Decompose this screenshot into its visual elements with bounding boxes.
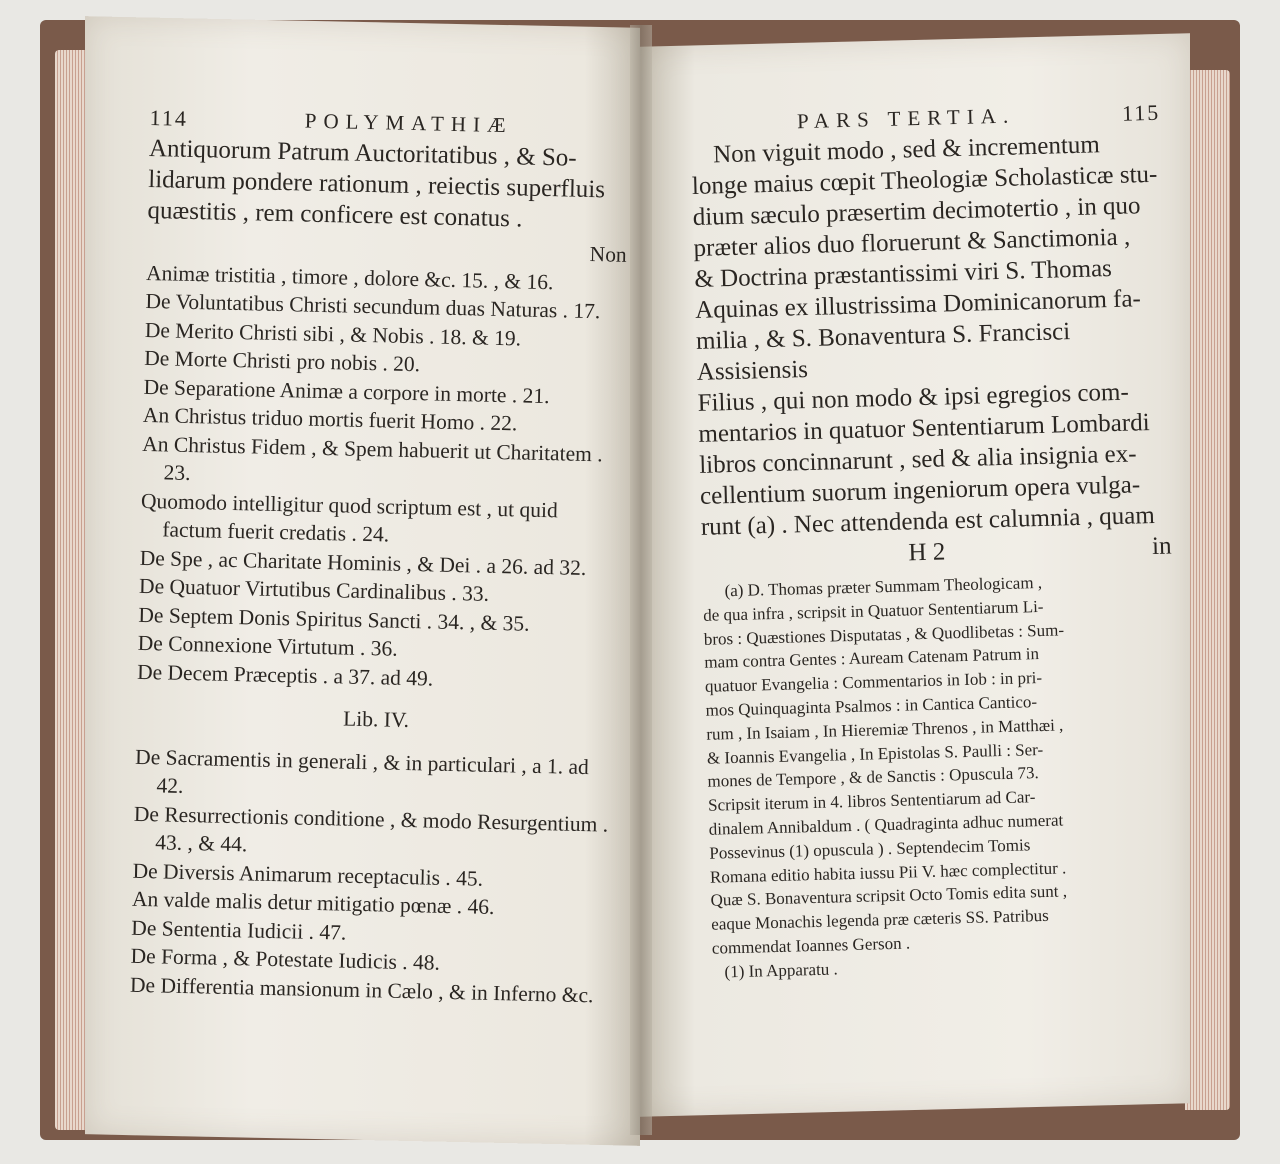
- footnote-line: Quæ S. Bonaventura scripsit Octo Tomis edita sunt ,: [710, 881, 1068, 911]
- toc-item: De Connexione Virtutum . 36.: [137, 630, 398, 661]
- left-paragraph: [147, 133, 629, 237]
- footnote-line: mos Quinquaginta Psalmos : in Cantica Cantico-: [705, 692, 1038, 720]
- toc-item: An Christus triduo mortis fuerit Homo . 22.: [142, 402, 518, 436]
- running-title: POLYMATHIÆ: [304, 108, 513, 138]
- signature-mark: H 2: [908, 538, 946, 567]
- footnotes: [702, 568, 1182, 985]
- text-line: milia , & S. Bonaventura S. Francisci Assisiensis: [695, 318, 1071, 386]
- text-line: lidarum pondere rationum , reiectis superfluis: [148, 165, 606, 204]
- right-paragraph: [691, 128, 1172, 574]
- footnote-line: commendat Ioannes Gerson .: [711, 933, 911, 958]
- footnote-line: bros : Quæstiones Disputatas , & Quodlibetas : Sum-: [703, 619, 1065, 649]
- toc-item: De Sententia Iudicii . 47.: [131, 915, 347, 945]
- toc-item: De Forma , & Potestate Iudicis . 48.: [130, 943, 441, 975]
- toc-item: De Sacramentis in generali , & in particulari , a 1. ad 42.: [134, 744, 590, 798]
- footnote-line: de qua infra , scripsit in Quatuor Sententiarum Li-: [702, 596, 1044, 625]
- page-edges-right: [1185, 70, 1230, 1110]
- toc-item: De Voluntatibus Christi secundum duas Naturas . 17.: [145, 288, 601, 324]
- text-line: & Doctrina præstantissimi viri S. Thomas: [694, 255, 1113, 293]
- catchword: in: [1151, 532, 1172, 561]
- footnote-line: quatuor Evangelia : Commentarios in Iob : in pri-: [704, 668, 1043, 696]
- footnote-line: & Ioannis Evangelia , In Epistolas S. Paulli : Ser-: [706, 739, 1044, 768]
- text-line: mentarios in quatuor Sententiarum Lombardi: [698, 409, 1150, 448]
- toc-item: De Diversis Animarum receptaculis . 45.: [132, 858, 484, 891]
- text-line: Non viguit modo , sed & incrementum: [712, 131, 1101, 169]
- footnote-line: Romana editio habita iussu Pii V. hæc complectitur .: [709, 857, 1067, 887]
- toc-item: De Merito Christi sibi , & Nobis . 18. & 19.: [144, 317, 522, 350]
- text-line: runt (a) . Nec attendenda est calumnia , quam: [700, 501, 1156, 541]
- toc-item: An Christus Fidem , & Spem habuerit ut Charitatem . 23.: [142, 431, 603, 486]
- toc-item: De Separatione Animæ a corpore in morte . 21.: [143, 374, 550, 408]
- toc-item: Quomodo intelligitur quod scriptum est , ut quid factum fuerit credatis . 24.: [140, 488, 559, 547]
- text-line: Aquinas ex illustrissima Dominicanorum fa-: [694, 285, 1142, 324]
- toc-item: Animæ tristitia , timore , dolore &c. 15. , & 16.: [145, 260, 554, 294]
- book-heading: Lib. IV.: [342, 706, 410, 733]
- toc-item: De Differentia mansionum in Cælo , & in Inferno &c.: [129, 972, 594, 1007]
- toc-item: De Morte Christi pro nobis . 20.: [143, 345, 421, 377]
- text-line: præter alios duo floruerunt & Sanctimonia ,: [693, 223, 1131, 262]
- footnote-line: dinalem Annibaldum . ( Quadraginta adhuc numerat: [708, 810, 1064, 839]
- footnote-line: mam contra Gentes : Auream Catenam Patrum in: [704, 644, 1040, 673]
- page-number: 114: [149, 105, 189, 131]
- running-title: PARS TERTIA.: [796, 103, 1016, 134]
- table-of-contents: [130, 230, 627, 1010]
- right-page-content: [690, 100, 1183, 985]
- footnote-line: Possevinus (1) opuscula ) . Septendecim Tomis: [709, 835, 1031, 863]
- toc-item: An valde malis detur mitigatio pœnæ . 46.: [131, 886, 495, 920]
- toc-item: De Septem Donis Spiritus Sancti . 34. , & 35.: [138, 602, 530, 636]
- footnote-line: mones de Tempore , & de Sanctis : Opuscula 73.: [707, 763, 1040, 792]
- toc-item: De Quatuor Virtutibus Cardinalibus . 33.: [138, 573, 490, 606]
- text-line: quæstitis , rem conficere est conatus .: [147, 196, 523, 233]
- footnote-line: (1) In Apparatu .: [724, 959, 839, 982]
- text-line: cellentium suorum ingeniorum opera vulga-: [699, 471, 1141, 510]
- text-line: dium sæculo præsertim decimotertio , in quo: [692, 192, 1141, 231]
- left-page-content: [130, 105, 630, 1010]
- text-line: Filius , qui non modo & ipsi egregios com-: [697, 378, 1130, 417]
- catchword: Non: [589, 242, 627, 267]
- text-line: longe maius cœpit Theologiæ Scholasticæ stu-: [691, 160, 1158, 200]
- toc-item: De Spe , ac Charitate Hominis , & Dei . a 26. ad 32.: [139, 545, 587, 580]
- toc-item: De Decem Præceptis . a 37. ad 49.: [136, 659, 434, 691]
- text-line: Antiquorum Patrum Auctoritatibus , & So-: [148, 134, 577, 172]
- footnote-line: (a) D. Thomas præter Summam Theologicam ,: [724, 572, 1043, 601]
- text-line: libros concinnarunt , sed & alia insignia ex-: [698, 440, 1137, 479]
- book-gutter: [630, 25, 652, 1135]
- page-number: 115: [1121, 99, 1161, 126]
- footnote-line: rum , In Isaiam , In Hieremiæ Threnos , in Matthæi ,: [706, 715, 1064, 744]
- footnote-line: Scripsit iterum in 4. libros Sententiarum ad Car-: [707, 787, 1036, 815]
- toc-item: De Resurrectionis conditione , & modo Resurgentium . 43. , & 44.: [133, 801, 609, 857]
- footnote-line: eaque Monachis legenda præ cæteris SS. Patribus: [711, 906, 1049, 934]
